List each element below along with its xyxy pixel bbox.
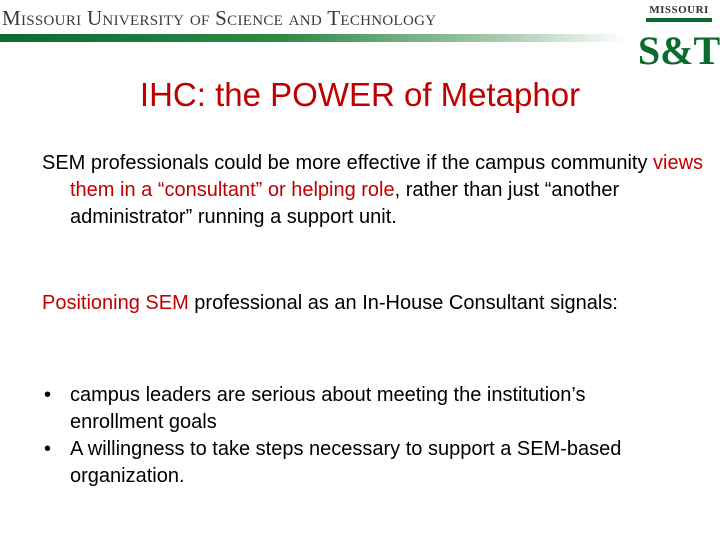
signals-bullet-list xyxy=(42,382,682,490)
list-item xyxy=(42,436,682,490)
bullet-text: A willingness to take steps necessary to support a SEM-based organization. xyxy=(70,438,622,487)
paragraph-consultant-role xyxy=(42,150,710,231)
para1-text-b: , rather than just “another administrator” running a support unit. xyxy=(70,179,620,228)
university-name: Missouri University of Science and Technology xyxy=(2,6,437,30)
slide-title: IHC: the POWER of Metaphor xyxy=(139,76,581,113)
header-green-rule xyxy=(0,34,628,42)
para1-text-highlight: views them in a “consultant” or helping role xyxy=(70,152,704,201)
para1-text-a: SEM professionals could be more effective if the campus community xyxy=(42,152,654,174)
list-item xyxy=(42,382,682,436)
bullet-icon: • xyxy=(44,438,52,460)
paragraph-positioning xyxy=(42,290,710,317)
bullet-icon: • xyxy=(44,384,52,406)
university-logo xyxy=(637,2,720,73)
bullet-text: campus leaders are serious about meeting the institution’s enrollment goals xyxy=(70,384,586,433)
para2-text-highlight: Positioning SEM xyxy=(42,292,189,314)
para2-text: professional as an In-House Consultant signals: xyxy=(188,292,618,314)
logo-st-mark xyxy=(637,16,720,73)
slide-header xyxy=(0,0,720,74)
logo-word: MISSOURI xyxy=(649,4,709,16)
logo-st-text: S&T xyxy=(637,28,720,73)
